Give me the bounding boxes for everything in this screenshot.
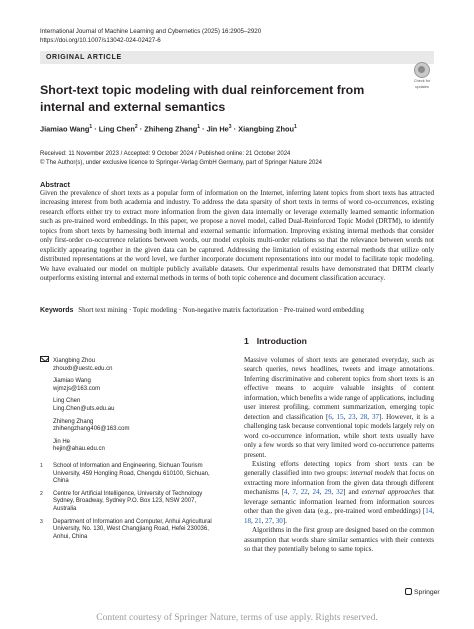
intro-paragraph-3: Algorithms in the first group are designed based on the common assumption that words share similar semantics with their contexts so that they potentially belong to same topics.: [244, 526, 434, 554]
author-name[interactable]: Jin He: [206, 124, 229, 134]
check-for-updates-icon: [414, 62, 430, 78]
correspondence-block: [40, 356, 212, 454]
section-title: Introduction: [256, 336, 307, 346]
keywords: [40, 306, 364, 315]
envelope-icon: [40, 356, 49, 362]
author-contact: [53, 439, 212, 454]
citation-link[interactable]: 24: [312, 488, 320, 497]
citation-link[interactable]: 27: [265, 516, 273, 525]
journal-citation: International Journal of Machine Learning and Cybernetics (2025) 16:2905–2920: [40, 28, 262, 35]
author-list: Jiamiao Wang$^1$ · Ling Chen$^2$ · Zhiheng Zhang$^1$ · Jin $He^3$ · Xiangbing Zhou$^1$: [40, 124, 297, 134]
affiliation-number: 3: [40, 518, 43, 525]
citation-link[interactable]: 37: [371, 412, 379, 421]
springer-logo-icon: [405, 588, 412, 595]
abstract-text: Given the prevalence of short texts as a popular form of information on the Internet, inferring latent topics from short texts has attracted increasing interest from both academia and industry. To address the data sparsity of short texts in terms of word co-occurrences, existing research efforts either try to extract more information from the given data internally or leverage externally learned semantic information such as pre-trained word embeddings. In this paper, we propose a novel model, called Dual-Reinforced Topic Model (DRTM), to identify topics from short texts by harnessing both internal and external semantic information. Improving existing internal methods that consider only first-order co-occurrence relations between words, our model exploits multi-order relations so that the relevance between words not explicitly appearing together in the given data can be captured. Addressing the limitation of existing external methods that utilize only distributed representations at the word level, we further incorporate document representations into our model to facilitate topic modeling. We have evaluated our model on multiple publicly available datasets. Our experimental results have demonstrated that DRTM clearly outperforms existing internal and external methods in terms of both topic coherence and document classification accuracy.: [40, 189, 434, 283]
check-for-updates-label-2: updates: [415, 84, 429, 89]
section-heading-introduction: [244, 336, 307, 346]
author-contact: [53, 398, 212, 413]
citation-link[interactable]: 7: [292, 488, 296, 497]
citation-link[interactable]: 30: [275, 516, 283, 525]
article-type-label: ORIGINAL ARTICLE: [46, 53, 122, 61]
journal-header: [40, 27, 261, 45]
citation-link[interactable]: 4: [284, 488, 288, 497]
citation-link[interactable]: 29: [324, 488, 332, 497]
author-name[interactable]: Xiangbing Zhou: [238, 124, 294, 134]
paper-title: Short-text topic modeling with dual reinforcement from internal and external semantics: [40, 83, 365, 114]
citation-link[interactable]: 6: [328, 412, 332, 421]
section-number: 1: [244, 336, 249, 346]
citation-link[interactable]: 28: [360, 412, 368, 421]
citation-link[interactable]: 14: [425, 507, 433, 516]
publisher-logo: [405, 588, 440, 596]
intro-paragraph-1: Massive volumes of short texts are generated everyday, such as search queries, news headlines, tweets and image annotations. Inferring discriminative and coherent topics from short texts is an effective means to acquire valuable insights of content information, which benefits a wide range of applications, including user interest profiling, comment summarization, emerging topic detection and classification [6, 15, 23, 28, 37]. However, it is a challenging task because conventional topic models largely rely on word co-occurrence information, while short texts usually have only a few words so that very limited word co-occurrence patterns present.: [244, 356, 434, 459]
check-for-updates-label-1: Check for: [413, 79, 431, 83]
author-contact-email[interactable]: wjmzjs@163.com: [53, 385, 101, 392]
author-affiliation-mark: 3: [228, 124, 232, 130]
affiliation: [40, 519, 212, 542]
affiliation-number: 2: [40, 490, 43, 497]
author-affiliation-mark: 1: [89, 124, 93, 130]
article-type-badge: [40, 51, 434, 64]
courtesy-notice: Content courtesy of Springer Nature, terms of use apply. Rights reserved.: [96, 612, 378, 623]
citation-link[interactable]: 15: [336, 412, 344, 421]
citation-link[interactable]: 23: [348, 412, 356, 421]
keywords-label: Keywords: [40, 307, 74, 314]
author-name[interactable]: Zhiheng Zhang: [144, 124, 198, 134]
author-contact-email[interactable]: hejin@ahau.edu.cn: [53, 446, 105, 453]
corresponding-author-email[interactable]: zhouxb@uestc.edu.cn: [53, 365, 113, 372]
author-affiliation-mark: 1: [294, 124, 297, 130]
affiliation-number: 1: [40, 462, 43, 469]
author-contact: [53, 419, 212, 434]
author-affiliation-mark: 1: [197, 124, 201, 130]
author-contact-name: Jin He: [53, 438, 71, 445]
affiliation: [40, 463, 212, 486]
copyright-line: © The Author(s), under exclusive licence to Springer-Verlag GmbH Germany, part of Springer Nature 2024: [40, 160, 322, 166]
citation-link[interactable]: 22: [300, 488, 308, 497]
affiliation-text: Department of Information and Computer, Anhui Agricultural University, No. 130, West Changjiang Road, Hefei 230036, Anhui, China: [53, 518, 212, 540]
author-name[interactable]: Jiamiao Wang: [40, 124, 90, 134]
emphasis-internal-models: internal models: [350, 469, 395, 478]
author-name[interactable]: Ling Chen: [98, 124, 135, 134]
author-notes: [40, 356, 212, 546]
emphasis-external-approaches: external approaches: [361, 488, 421, 497]
citation-link[interactable]: 21: [254, 516, 262, 525]
affiliation-text: School of Information and Engineering, Sichuan Tourism University, 459 Hongling Road, Chengdu 610100, Sichuan, China: [53, 462, 210, 485]
author-contact: [53, 378, 212, 393]
doi-link[interactable]: https://doi.org/10.1007/s13042-024-02427-6: [40, 37, 161, 44]
corresponding-author-name: Xiangbing Zhou: [53, 358, 96, 364]
publisher-name: Springer: [414, 589, 440, 596]
introduction-body: [244, 356, 434, 555]
history-dates: Received: 11 November 2023 / Accepted: 9 October 2024 / Published online: 21 October 2024: [40, 151, 291, 157]
author-contact-email[interactable]: Ling.Chen@uts.edu.au: [53, 405, 115, 412]
citation-link[interactable]: 18: [244, 516, 252, 525]
author-contact-email[interactable]: zhihengzhang406@163.com: [53, 426, 130, 433]
author-contact-name: Jiamiao Wang: [53, 378, 91, 385]
publication-dates: [40, 150, 322, 168]
author-affiliation-mark: 2: [134, 124, 138, 130]
author-contact-name: Ling Chen: [53, 398, 81, 405]
correspondence-entry: [40, 356, 212, 366]
check-for-updates-button[interactable]: [409, 62, 435, 90]
author-contact-name: Zhiheng Zhang: [53, 418, 94, 425]
intro-paragraph-2: Existing efforts detecting topics from short texts can be generally classified into two groups: internal models that focus on extracting more information from the given data through different mechanisms [4, 7, 22, 24, 29, 32] and external approaches that leverage semantic information learned from information sources other than the given data (e.g., pre-trained word embeddings) [14, 18, 21, 27, 30].: [244, 459, 435, 525]
citation-link[interactable]: 32: [336, 488, 344, 497]
affiliation: [40, 491, 212, 514]
abstract-heading: Abstract: [40, 180, 70, 189]
affiliation-text: Centre for Artificial Intelligence, University of Technology Sydney, Broadway, Sydney P.O. Box 123, NSW 2007, Australia: [53, 490, 203, 512]
keywords-list: Short text mining · Topic modeling · Non-negative matrix factorization · Pre-trained word embedding: [78, 306, 364, 314]
